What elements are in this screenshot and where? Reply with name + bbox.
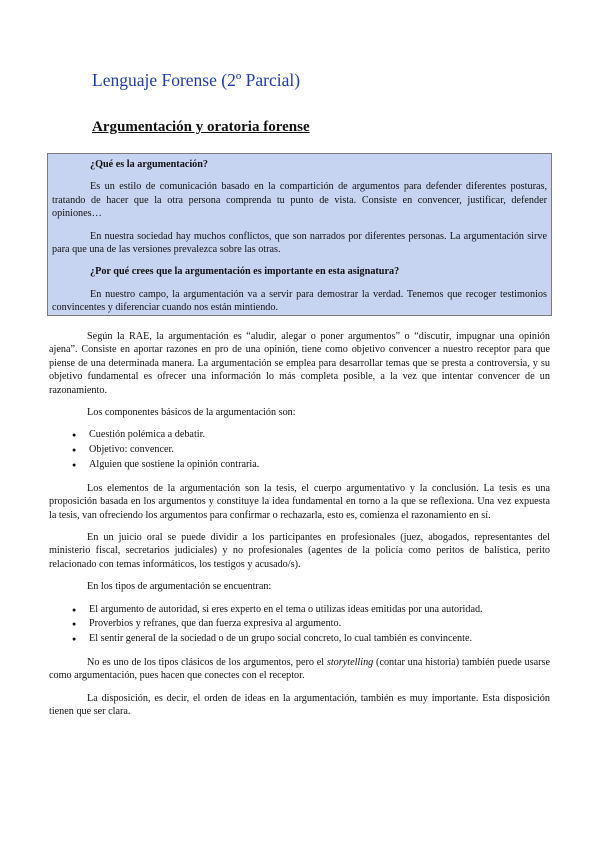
paragraph-types-intro: En los tipos de argumentación se encuentran: <box>87 581 272 593</box>
paragraph-rae-definition: Según la RAE, la argumentación es “aludir, alegar o poner argumentos” o “discutir, impugnar una opinión ajena”. Consiste en aportar razones en pro de una opinión, tiene como objetivo convencer a nuestro receptor para que piense de una determinada manera. La argumentación se emplea para desarrollar temas que se presta a controversia, y su objetivo fundamental es ofrecer una información lo más completa posible, a la vez que intentar convencer de un razonamiento. <box>49 331 550 396</box>
list-item: ● El sentir general de la sociedad o de un grupo social concreto, lo cual también es convincente. <box>89 632 550 647</box>
storytelling-term: storytelling <box>326 657 374 669</box>
paragraph-elements: Los elementos de la argumentación son la tesis, el cuerpo argumentativo y la conclusión. La tesis es una proposición basada en los argumentos y constituye la idea fundamental en torno a la que se reflexiona. Una vez expuesta la tesis, van ofreciendo los argumentos para confirmar o rechazarla, esto es, comienza el razonamiento en sí. <box>49 482 550 521</box>
box-paragraph-1: Es un estilo de comunicación basado en la compartición de argumentos para defender diferentes posturas, tratando de hacer que la otra persona comprenda tu punto de vista. Consiste en convencer, justificar, defender opiniones… <box>52 181 547 220</box>
document-subtitle: Argumentación y oratoria forense <box>92 119 310 135</box>
paragraph-components-intro: Los componentes básicos de la argumentación son: <box>87 407 296 419</box>
box-paragraph-2: En nuestra sociedad hay muchos conflictos, que son narrados por diferentes personas. La argumentación sirve para que una de las versiones prevalezca sobre las otras. <box>52 230 547 256</box>
list-item: ● Proverbios y refranes, que dan fuerza expresiva al argumento. <box>89 617 550 632</box>
question-what-is-argumentation: ¿Qué es la argumentación? <box>90 159 208 170</box>
paragraph-disposition: La disposición, es decir, el orden de ideas en la argumentación, también es muy importante. Esta disposición tienen que ser clara. <box>49 692 550 718</box>
storytelling-text-after: (contar una historia) también puede usarse como argumentación, pues hacen que conectes con el receptor. <box>49 657 551 682</box>
paragraph-trial-participants: En un juicio oral se puede dividir a los participantes en profesionales (juez, abogados, representantes del ministerio fiscal, secretarios judiciales) y no profesionales (agentes de la policía como peritos de balística, perito relacionado con temas informáticos, los testigos y acusado/s). <box>49 532 550 570</box>
list-item: ● Objetivo: convencer. <box>89 443 550 458</box>
components-list <box>49 428 550 472</box>
list-item: ● Cuestión polémica a debatir. <box>89 428 550 443</box>
paragraph-storytelling <box>49 656 550 683</box>
list-item: ● El argumento de autoridad, si eres experto en el tema o utilizas ideas emitidas por una autoridad. <box>89 603 550 618</box>
types-list <box>49 603 550 647</box>
document-body <box>49 330 550 719</box>
storytelling-text-before: No es uno de los tipos clásicos de los argumentos, pero el <box>87 657 327 669</box>
highlight-box <box>47 153 552 316</box>
question-why-important: ¿Por qué crees que la argumentación es importante en esta asignatura? <box>90 266 400 278</box>
box-paragraph-3: En nuestro campo, la argumentación va a servir para demostrar la verdad. Tenemos que recoger testimonios convincentes y diferenciar cuando nos están mintiendo. <box>52 288 547 314</box>
document-title: Lenguaje Forense (2º Parcial) <box>92 70 301 90</box>
list-item: ● Alguien que sostiene la opinión contraria. <box>89 458 550 473</box>
